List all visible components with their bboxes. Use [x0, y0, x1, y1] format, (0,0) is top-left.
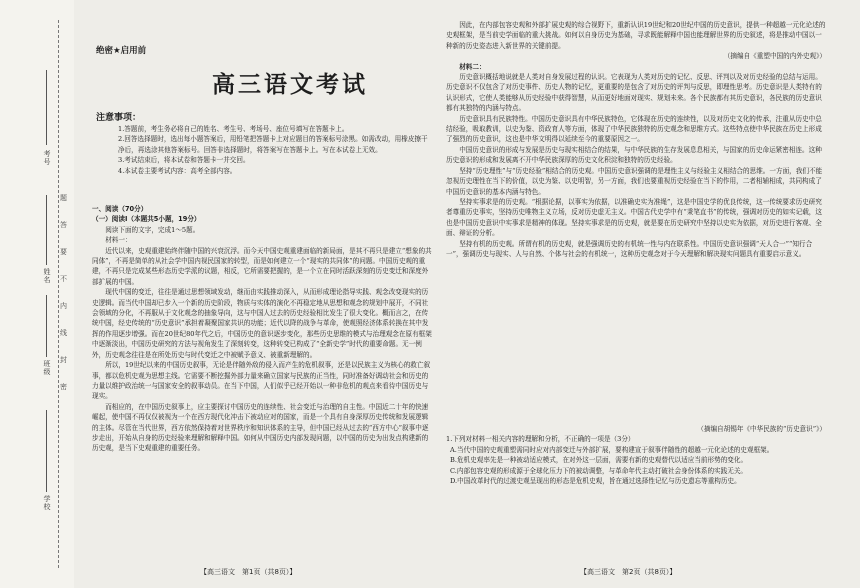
notes-heading: 注意事项： — [96, 113, 142, 123]
question-stem: 1.下列对材料一相关内容的理解和分析，不正确的一项是（3分） — [446, 435, 635, 444]
paragraph: 中国历史意识的形成与发展是历史与现实相结合的结果，与中华民族的生存发展息息相关，与国家的历史命运紧密相连。这种历史意识的形成和发展离不开中华民族深厚的历史文化积淀和独特的历史经验。 — [446, 145, 822, 165]
paragraph: 而相应的，在中国历史叙事上，应主要探讨中国历史的连续性、社会变迁与治理的自主性。中国近二十年的快速崛起，使中国不再仅仅被视为一个在西方现代化冲击下被动应对的国家，而是一个具有自身深厚历史传统和发展逻辑的主体。尽管在当代世界，西方依然保持着对世界秩序和知识体系的主导，但中国已经从过去的“西方中心”叙事中逐步走出，开始从自身的历史经验来理解和解释中国。如何从中国历史内部发现问题，以中国的历史为出发点构建新的历史观，是当下史观重建的重要任务。 — [92, 402, 429, 453]
note-item: 2.回答选择题时，选出每小题答案后，用铅笔把答题卡上对应题目的答案标号涂黑。如需改动，用橡皮擦干净后，再选涂其他答案标号。回答非选择题时，将答案写在答题卡上。写在本试卷上无效。 — [118, 135, 428, 154]
school-blank — [46, 410, 47, 492]
paragraph: 因此，在内部包容史观和外部扩展史观的综合视野下，重新认识19世纪和20世纪中国的历史意识，提供一种超越一元化论述的史观框架，是当前史学面临的重大挑战。如何以自身历史为基础，寻求既能解释中国也能理解世界的历史叙述，将是推动中国以一种新的历史姿态进入新世界的关键前提。 — [446, 21, 826, 50]
source-note: （摘编自《重塑中国的内外史观》） — [723, 52, 826, 61]
seal-word: 线 — [60, 329, 67, 337]
footer-left: 【高三语文 第1页（共8页）】 — [200, 568, 297, 576]
option-d: D.中国改革时代的过渡史观呈现出的形态是危机史观，旨在通过选择性记忆与历史遗忘等重构历史。 — [450, 477, 741, 486]
paragraph: 坚持“历史理性”与“历史经验”相结合的历史观。中国历史意识强调的是理性主义与经验主义相结合的思维。一方面，我们不能忽视历史理性在当下的价值，以史为鉴、以史明智，另一方面，我们也要重视历史经验在当下的作用，二者相辅相成，共同构成了中国历史意识的基本内涵与特色。 — [446, 166, 823, 196]
paragraph: 历史意识概括地说就是人类对自身发展过程的认识。它表现为人类对历史的记忆、反思、评判以及对历史经验的总结与运用。历史意识不仅包含了对历史事件、历史人物的记忆，更重要的是包含了对历史的评判与反思，即理性思考。历史意识是人类特有的认识形式，它使人类能够从历史经验中获得智慧，从而更好地面对现实、规划未来。各个民族都有其历史意识，各民族的历史意识都有其独特的内涵与特点。 — [446, 73, 822, 113]
note-item: 4.本试卷主要考试内容：高考全部内容。 — [118, 166, 237, 175]
paragraph: 坚持有机的历史观。所谓有机的历史观，就是强调历史的有机统一性与内在联系性。中国历史意识强调“天人合一”“知行合一”，强调历史与现实、人与自然、个体与社会的有机统一，这种历史观念对于今天理解和解决现实问题具有重要启示意义。 — [446, 239, 813, 258]
name-label: 姓名 — [43, 268, 51, 284]
name-blank — [46, 195, 47, 265]
confidential-mark: 绝密★启用前 — [96, 46, 147, 56]
seal-word: 不 — [60, 275, 67, 283]
paragraph: 所以，19世纪以来的中国历史叙事，无论是伴随外敌的侵入而产生的危机叙事，还是以民族主义为核心的救亡叙事，都以危机史观为思想主线。它需要不断挖掘外部力量来确立国家与民族的正当性，同时准备好调动社会和历史的力量以维护政治统一与国家安全的叙事动员。在当下中国，人们似乎已经开始以一种非危机的观点来看待中国历史与现实。 — [92, 361, 431, 401]
paragraph: 近代以来，史观重建始终伴随中国的兴衰沉浮。而今天中国史观重建面临的新局面，是其不再只是建立“想象的共同体”，不再是简单的从社会学中国内视民国家的转型，而是如何建立一个“现实的共同体”的问题。中国历史观的重建，不再只是完成某些形态历史学派的议题，相反，它所需要把握的，是一个立在同时活跃深刻的历史变迁和深度外部扩展的中国。 — [92, 246, 432, 286]
exam-number-blank — [46, 70, 47, 145]
seal-word: 密 — [60, 383, 67, 391]
instruction: 阅读下面的文字，完成1～5题。 — [105, 225, 200, 234]
option-b: B.危机史观率先是一种被动适应模式，在对外这一层面，需要有新的史观替代以适应当前形势的变化。 — [450, 456, 748, 465]
note-item: 1.答题前，考生务必将自己的姓名、考生号、考场号、座位号填写在答题卡上。 — [118, 125, 349, 133]
seal-line — [58, 20, 59, 568]
seal-word: 封 — [60, 356, 67, 364]
reading-section — [92, 204, 432, 560]
binding-gutter — [0, 0, 74, 588]
paragraph: 历史意识具有民族特性。中国历史意识具有中华民族特色，它体现在历史的连续性，以及对历史文化的传承，注重从历史中总结经验，吸取教训，以史为鉴、资政育人等方面，体现了中华民族独特的历史观念和思维方式。这些特点使中华民族在历史上形成了强烈的历史意识，这也是中华文明得以延续至今的重要原因之一。 — [446, 114, 822, 144]
exam-number-label: 考号 — [43, 150, 51, 166]
right-page-text — [446, 20, 826, 423]
exam-title: 高三语文考试 — [212, 72, 368, 98]
option-c: C.内部包容史观的形成源于全球化压力下的被动调整，与革命年代主动打破社会身份体系的实践无关。 — [450, 466, 748, 475]
source-note: （摘编自胡锡年《中华民族的“历史意识”》） — [697, 425, 826, 433]
footer-right: 【高三语文 第2页（共8页）】 — [580, 568, 677, 576]
seal-word: 内 — [60, 302, 67, 310]
subsection-heading: （一）阅读Ⅰ（本题共5小题，19分） — [92, 215, 201, 224]
school-label: 学校 — [43, 495, 51, 511]
section-heading: 一、阅读（70分） — [92, 205, 148, 213]
paragraph: 现代中国的变迁，往往是通过思想领域发动，继而由实践推动深入，从而形成理论指导实践、观念改变现实的历史逻辑。而当代中国却已步入一个新的历史阶段，物质与实体的演化不再稳定地从思想和观念的规划中展开，不同社会领域的分化，不再服从于文化观念的抽象导向，这与中国人过去的历史经验相比发生了很大变化。概而言之，在传统中国，经史传统的“历史意识”承担着凝聚国家共识的功能；近代以降的战争与革命，使观照经济体系转换在其中发挥的作用逐步增强。而在20世纪80年代之后，中国历史的意识逐步变化，那些历史思维的模式与治理观念在原有框架中逐渐淡出，中国历史研究的方法与视角发生了深刻转变，这种转变已构成了“全新史学”时代的重要命题。无一例外，历史观念往往是在所处历史与时代变迁之中被赋予意义、被重新理解的。 — [92, 288, 432, 359]
question-1 — [446, 424, 826, 486]
note-item: 3.考试结束后，将本试卷和答题卡一并交回。 — [118, 156, 250, 165]
material-2-label: 材料二： — [459, 62, 486, 71]
seal-word: 要 — [60, 248, 67, 256]
class-label: 班级 — [43, 360, 51, 376]
material-1-label: 材料一： — [105, 236, 132, 245]
notes-list — [118, 124, 430, 176]
seal-word: 答 — [60, 221, 67, 229]
option-a: A.当代中国的史观重塑需同时应对内部变迁与外部扩展，要构建宣于叙事伴随性的超越一元化论述的史观框架。 — [450, 445, 774, 454]
paragraph: 坚持实事求是的历史观。“根据论据，以事实为依据，以准确史实为准绳”，这是中国史学的优良传统，这一传统要求历史研究者尊重历史事实，坚持历史唯物主义立场，反对历史虚无主义。中国古代史学中有“秉笔直书”的传统，强调对历史的如实记载，这也是中国历史意识中实事求是精神的体现。坚持实事求是的历史观，就是要在历史研究中坚持以史实为依据，对历史进行客观、全面、辩证的分析。 — [446, 197, 822, 238]
class-blank — [46, 295, 47, 357]
seal-word: 题 — [60, 194, 67, 202]
